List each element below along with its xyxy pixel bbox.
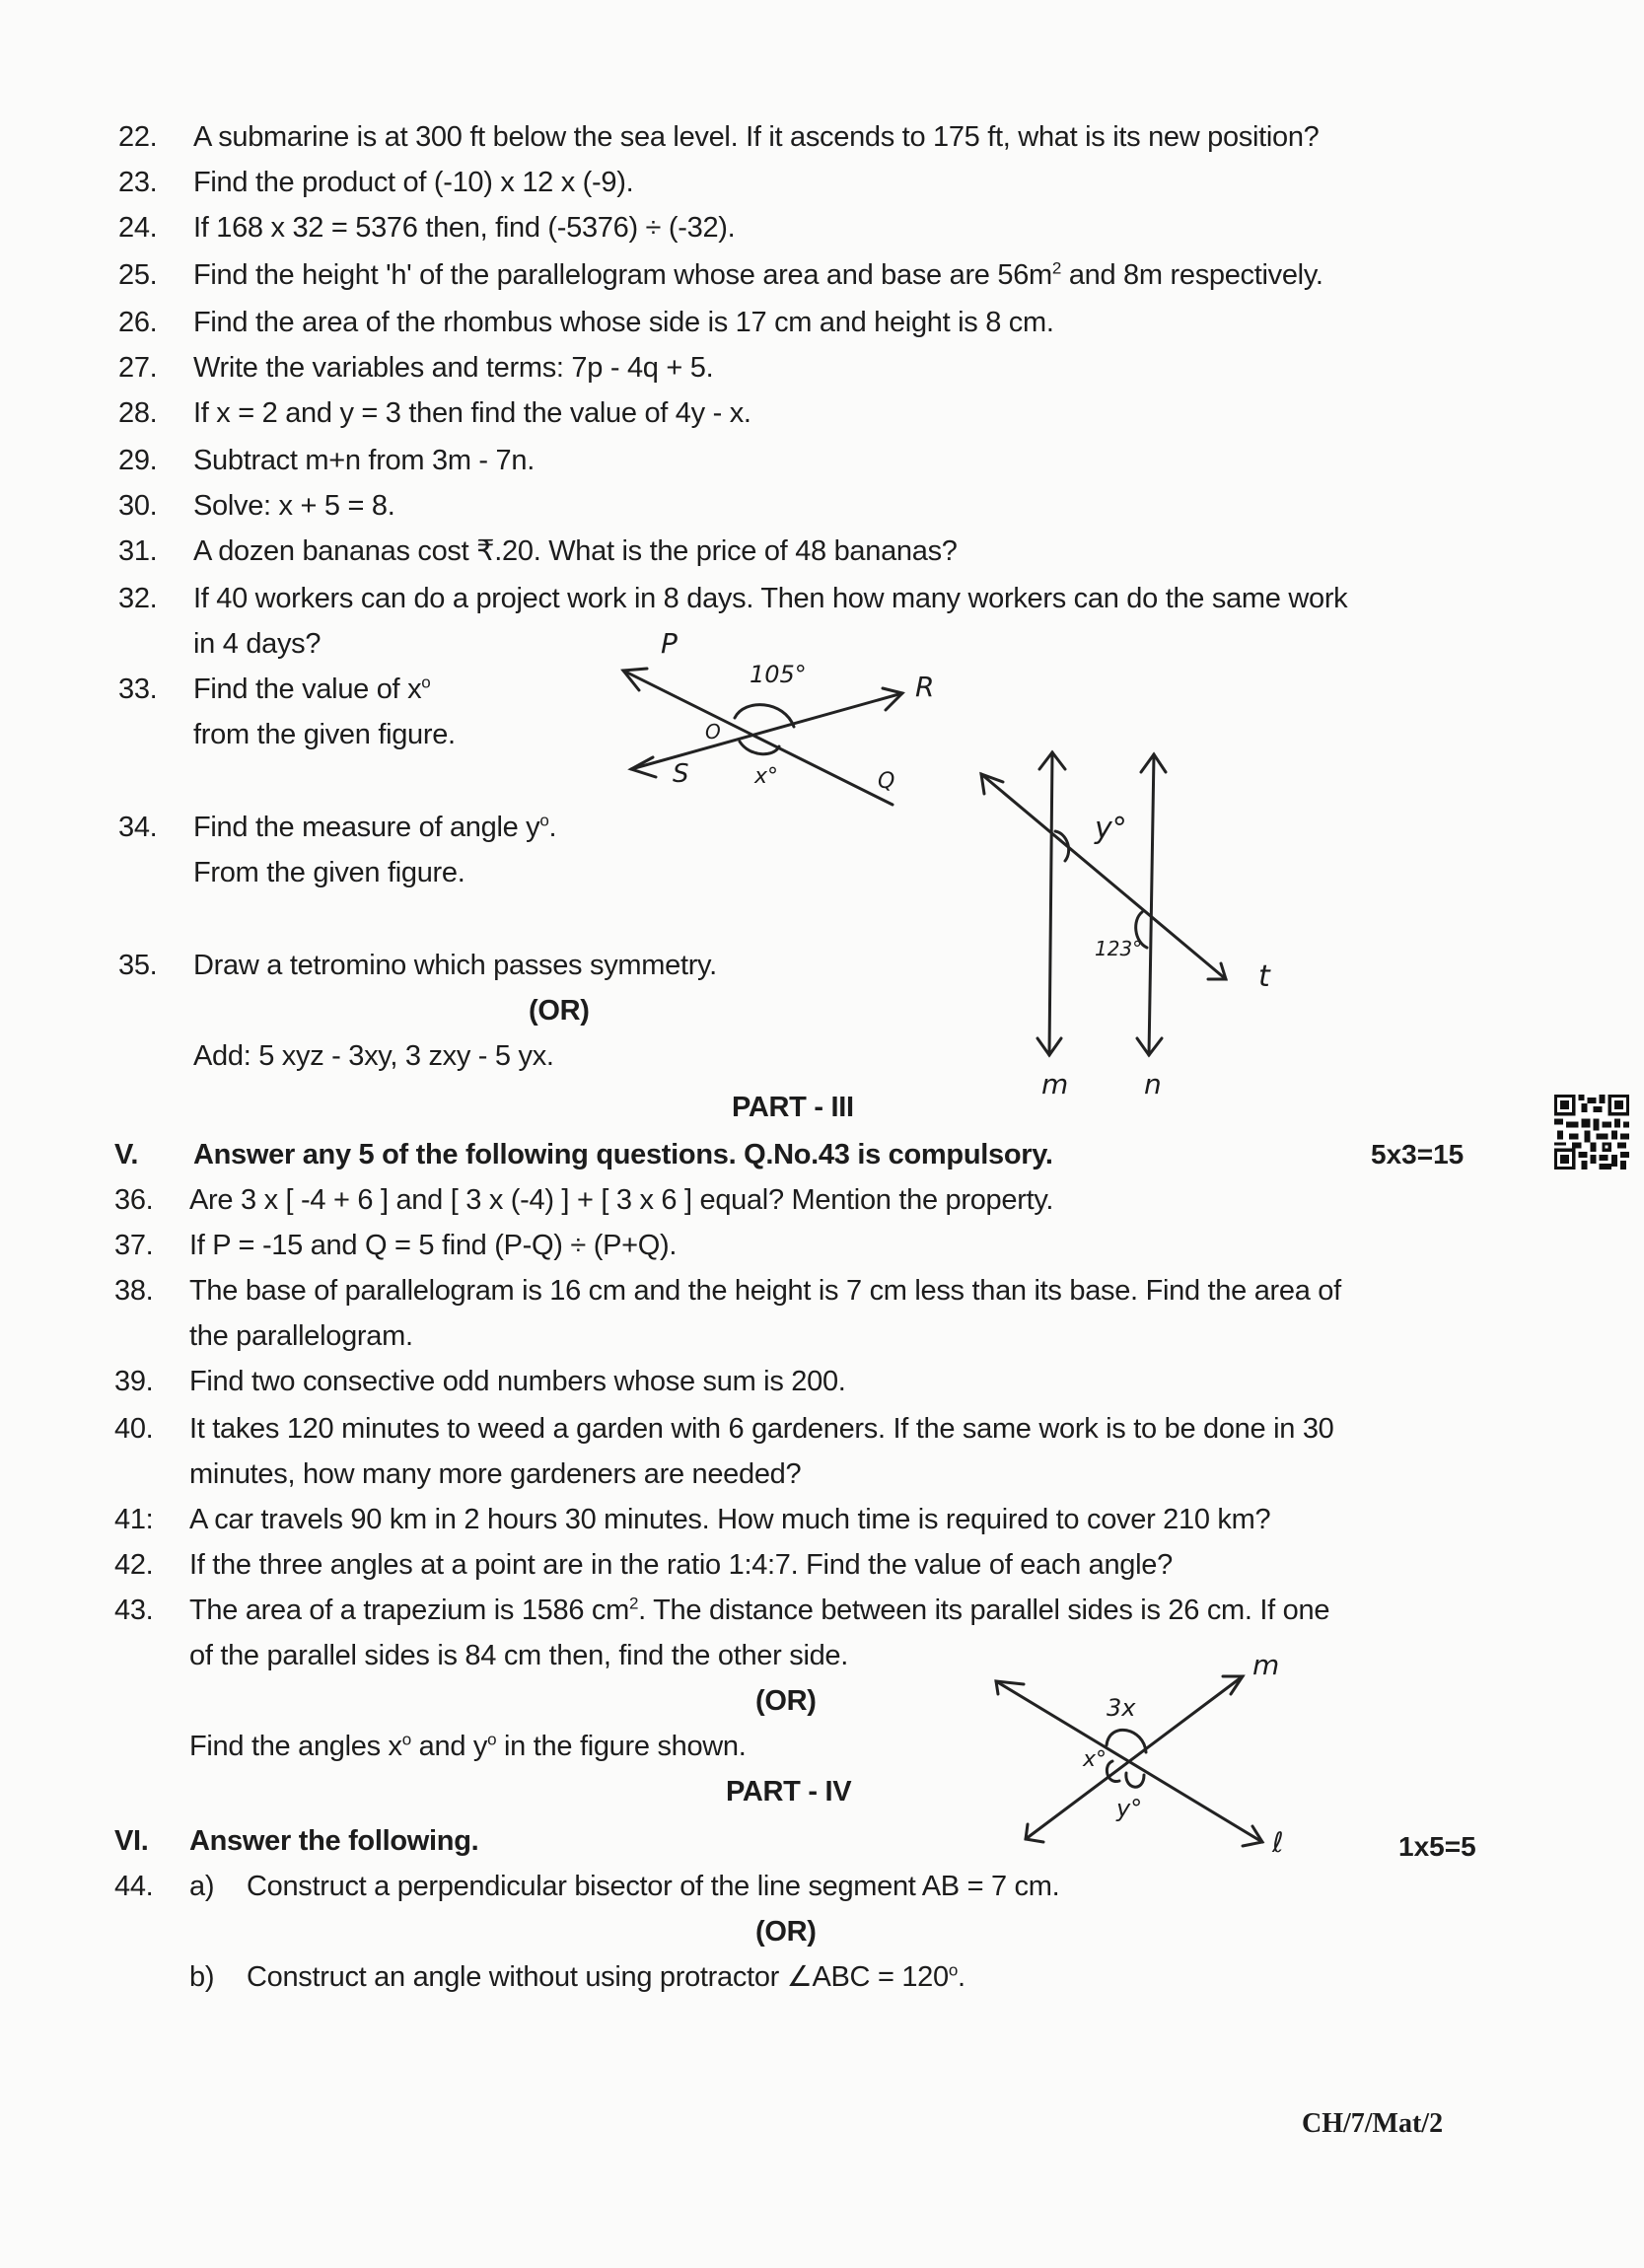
question-35-line1: Draw a tetromino which passes symmetry.: [193, 950, 717, 981]
section-6-num: VI.: [114, 1825, 149, 1857]
question-40-num: 40.: [114, 1413, 154, 1445]
question-42-num: 42.: [114, 1549, 154, 1581]
question-23-text: Find the product of (-10) x 12 x (-9).: [193, 167, 634, 198]
question-32-line1: If 40 workers can do a project work in 8 days. Then how many workers can do the same work: [193, 583, 1348, 614]
section-6-instruction: Answer the following.: [189, 1825, 479, 1857]
question-25-text: Find the height 'h' of the parallelogram whose area and base are $56m^2$ and 8m respectively.: [193, 258, 1323, 291]
question-33-line1: Find the value of $x^o$: [193, 673, 431, 705]
question-22-num: 22.: [118, 121, 158, 153]
question-36-num: 36.: [114, 1184, 154, 1216]
question-30-text: Solve: x + 5 = 8.: [193, 490, 395, 522]
question-32-num: 32.: [118, 583, 158, 614]
question-28-num: 28.: [118, 397, 158, 429]
label-y: y°: [1116, 1795, 1143, 1822]
label-O: O: [705, 720, 721, 744]
question-32-line2: in 4 days?: [193, 628, 322, 660]
question-43-num: 43.: [114, 1595, 154, 1626]
label-angle-x: x°: [754, 764, 779, 789]
question-24-num: 24.: [118, 212, 158, 244]
question-34-num: 34.: [118, 812, 158, 843]
question-44-b-label: b): [189, 1961, 215, 1993]
question-33-num: 33.: [118, 673, 158, 705]
label-Q: Q: [878, 769, 895, 794]
label-x: x°: [1083, 1747, 1108, 1772]
question-38-num: 38.: [114, 1275, 154, 1307]
question-44-num: 44.: [114, 1871, 154, 1902]
question-44-a-label: a): [189, 1871, 215, 1902]
part-4-heading: PART - IV: [726, 1776, 852, 1807]
question-40-line1: It takes 120 minutes to weed a garden with 6 gardeners. If the same work is to be done in 30: [189, 1413, 1334, 1445]
question-42-text: If the three angles at a point are in the ratio 1:4:7. Find the value of each angle?: [189, 1549, 1173, 1581]
label-n: n: [1144, 1068, 1162, 1100]
qr-code-icon: [1554, 1095, 1629, 1169]
figure-parallel-lines-transversal-q34: [947, 735, 1302, 1099]
question-25-num: 25.: [118, 259, 158, 291]
label-l: ℓ: [1272, 1826, 1284, 1859]
section-5-instruction: Answer any 5 of the following questions. Q.No.43 is compulsory.: [193, 1139, 1053, 1170]
question-38-line1: The base of parallelogram is 16 cm and the height is 7 cm less than its base. Find the area of: [189, 1275, 1341, 1307]
label-S: S: [673, 759, 689, 789]
question-22-text: A submarine is at 300 ft below the sea level. If it ascends to 175 ft, what is its new position?: [193, 121, 1320, 153]
question-43-line2: of the parallel sides is 84 cm then, find the other side.: [189, 1640, 849, 1671]
question-31-text: A dozen bananas cost ₹.20. What is the price of 48 bananas?: [193, 535, 958, 567]
question-26-text: Find the area of the rhombus whose side is 17 cm and height is 8 cm.: [193, 307, 1054, 338]
question-33-line2: from the given figure.: [193, 719, 456, 750]
label-P: P: [661, 627, 678, 660]
question-24-text: If 168 x 32 = 5376 then, find (-5376) ÷ (-32).: [193, 212, 736, 244]
question-27-text: Write the variables and terms: 7p - 4q + 5.: [193, 352, 714, 384]
question-37-num: 37.: [114, 1230, 154, 1261]
figure-intersecting-lines-q33: [602, 627, 935, 799]
question-29-num: 29.: [118, 445, 158, 476]
label-angle-105: 105°: [750, 661, 807, 688]
question-36-text: Are 3 x [ -4 + 6 ] and [ 3 x (-4) ] + [ 3 x 6 ] equal? Mention the property.: [189, 1184, 1054, 1216]
label-m: m: [1041, 1068, 1069, 1100]
question-34-line2: From the given figure.: [193, 857, 465, 888]
question-38-line2: the parallelogram.: [189, 1320, 413, 1352]
question-44-or: (OR): [755, 1916, 817, 1948]
question-31-num: 31.: [118, 535, 158, 567]
question-34-line1: Find the measure of angle $y^o$.: [193, 811, 557, 843]
parallel-lines-diagram: [947, 735, 1302, 1099]
question-26-num: 26.: [118, 307, 158, 338]
question-40-line2: minutes, how many more gardeners are needed?: [189, 1458, 802, 1490]
question-43-or: (OR): [755, 1685, 817, 1717]
question-44-a-text: Construct a perpendicular bisector of the line segment AB = 7 cm.: [247, 1871, 1060, 1902]
label-R: R: [915, 671, 935, 703]
label-3x: 3x: [1107, 1694, 1136, 1722]
question-41-num: 41:: [114, 1504, 154, 1535]
section-6-marks: 1x5=5: [1398, 1831, 1476, 1862]
section-5-marks: 5x3=15: [1371, 1139, 1465, 1169]
question-35-line2: Add: 5 xyz - 3xy, 3 zxy - 5 yx.: [193, 1040, 554, 1072]
label-m: m: [1252, 1649, 1280, 1681]
section-5-num: V.: [114, 1139, 139, 1170]
label-t: t: [1258, 959, 1270, 994]
question-35-or: (OR): [529, 995, 590, 1027]
question-43-alt: Find the angles $x^o$ and $y^o$ in the figure shown.: [189, 1730, 747, 1762]
question-23-num: 23.: [118, 167, 158, 198]
question-44-b-text: Construct an angle without using protractor ∠ABC = $120^o$.: [247, 1960, 965, 1993]
label-y: y°: [1095, 812, 1127, 846]
paper-code: CH/7/Mat/2: [1302, 2108, 1444, 2139]
part-3-heading: PART - III: [732, 1092, 854, 1123]
question-35-num: 35.: [118, 950, 158, 981]
question-37-text: If P = -15 and Q = 5 find (P-Q) ÷ (P+Q).: [189, 1230, 678, 1261]
question-39-num: 39.: [114, 1366, 154, 1397]
question-30-num: 30.: [118, 490, 158, 522]
question-27-num: 27.: [118, 352, 158, 384]
question-41-text: A car travels 90 km in 2 hours 30 minutes. How much time is required to cover 210 km?: [189, 1504, 1271, 1535]
figure-intersecting-lines-q43: [986, 1637, 1322, 1859]
question-28-text: If x = 2 and y = 3 then find the value of 4y - x.: [193, 397, 751, 429]
label-123: 123°: [1095, 937, 1143, 960]
question-43-line1: The area of a trapezium is 1586 $cm^2$. The distance between its parallel sides is 26 cm. If one: [189, 1594, 1330, 1626]
question-39-text: Find two consective odd numbers whose sum is 200.: [189, 1366, 846, 1397]
question-29-text: Subtract m+n from 3m - 7n.: [193, 445, 535, 476]
